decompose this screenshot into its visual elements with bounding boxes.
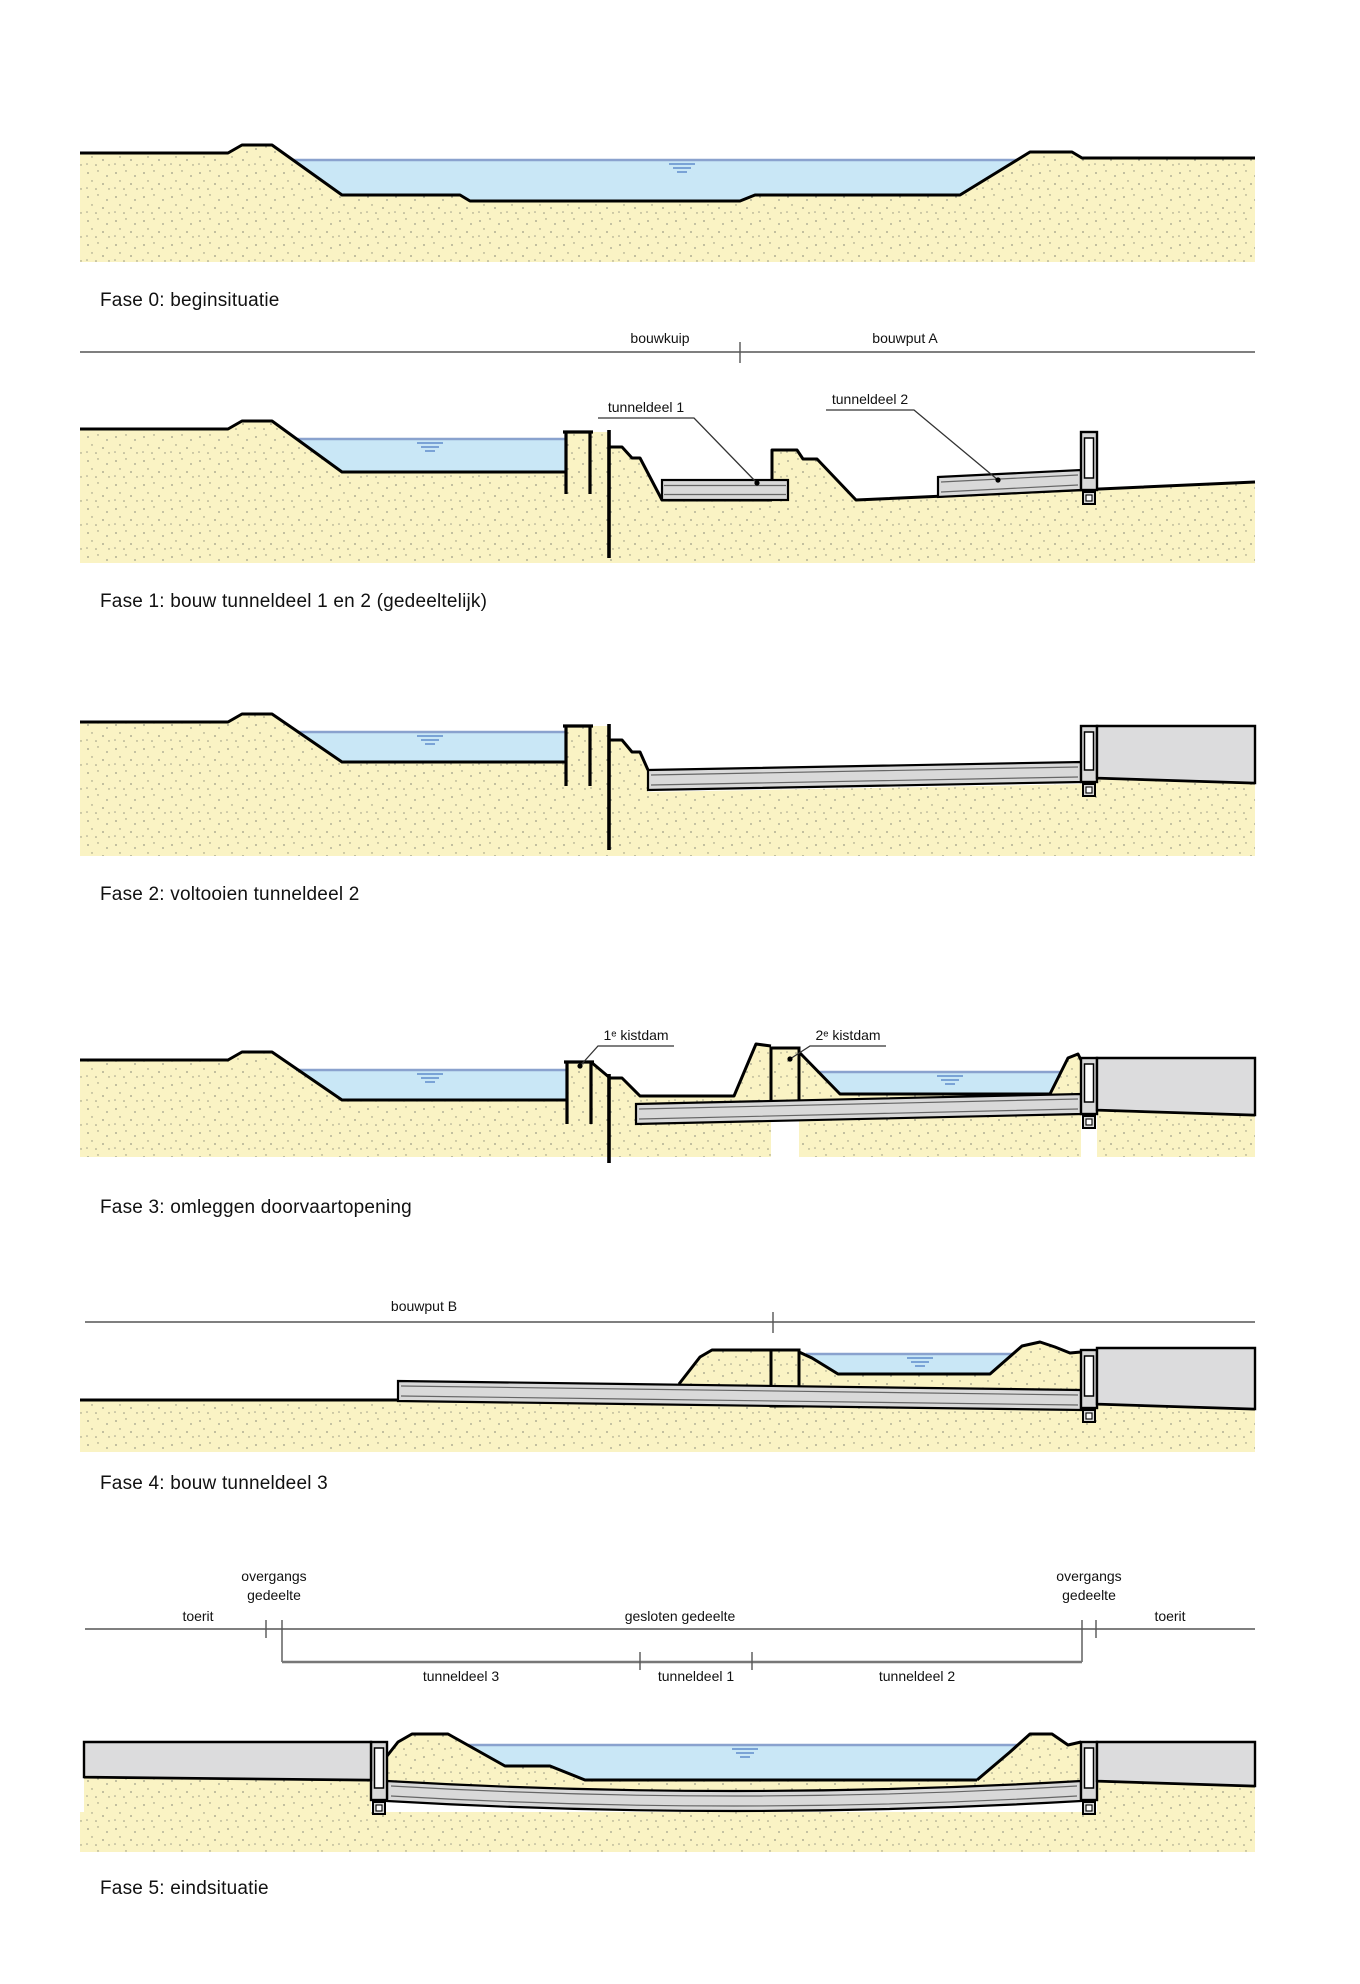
kistdam-2-label: 2ᵉ kistdam [815,1027,881,1043]
fase-3-caption: Fase 3: omleggen doorvaartopening [100,1197,412,1218]
tunneldeel-2-label: tunneldeel 2 [831,391,909,407]
toerit-left-label: toerit [182,1608,214,1624]
toerit-block-left [84,1742,371,1780]
leader-tunneldeel-2 [826,410,1001,483]
overgangs-right-label-line2: gedeelte [1062,1587,1116,1603]
fase-2-caption: Fase 2: voltooien tunneldeel 2 [100,884,360,905]
dim-lines-eindsituatie [85,1620,1255,1670]
shaft-left [371,1742,387,1814]
fase-0-caption: Fase 0: beginsituatie [100,290,280,311]
fase-0-drawing [80,145,1255,262]
overgangs-right-label-line1: overgangs [1056,1568,1122,1584]
shaft-right [1081,1742,1097,1814]
tunneldeel-1-element [662,480,788,500]
gesloten-gedeelte-label: gesloten gedeelte [624,1608,736,1624]
toerit-block [1097,1058,1255,1115]
fase-5-drawing [80,1734,1255,1852]
kistdam-2 [771,1048,799,1106]
dim-line-bouwput-b [85,1312,1255,1333]
bouwput-b-label: bouwput B [390,1298,458,1314]
bouwput-a-label: bouwput A [872,330,938,346]
toerit-block [1097,726,1255,783]
fase-4-drawing [80,1342,1255,1452]
toerit-block [1097,1348,1255,1409]
toerit-block-right [1097,1742,1255,1786]
fase-5-caption: Fase 5: eindsituatie [100,1878,269,1899]
kistdam-1-label: 1ᵉ kistdam [603,1027,669,1043]
fase-1-caption: Fase 1: bouw tunneldeel 1 en 2 (gedeeltelijk) [100,591,488,612]
fase-1-drawing [80,410,1255,563]
fase-4-caption: Fase 4: bouw tunneldeel 3 [100,1473,328,1494]
tunneldeel-1-label: tunneldeel 1 [607,399,685,415]
fase-2-drawing [80,714,1255,856]
fase-3-drawing [80,1044,1255,1163]
overgangs-left-label-line1: overgangs [241,1568,307,1584]
bouwkuip-label: bouwkuip [630,330,690,346]
tunneldeel-3-section-label: tunneldeel 3 [422,1668,500,1684]
toerit-right-label: toerit [1154,1608,1186,1624]
overgangs-left-label-line2: gedeelte [247,1587,301,1603]
tunneldeel-1-section-label: tunneldeel 1 [657,1668,735,1684]
tunneldeel-2-section-label: tunneldeel 2 [878,1668,956,1684]
